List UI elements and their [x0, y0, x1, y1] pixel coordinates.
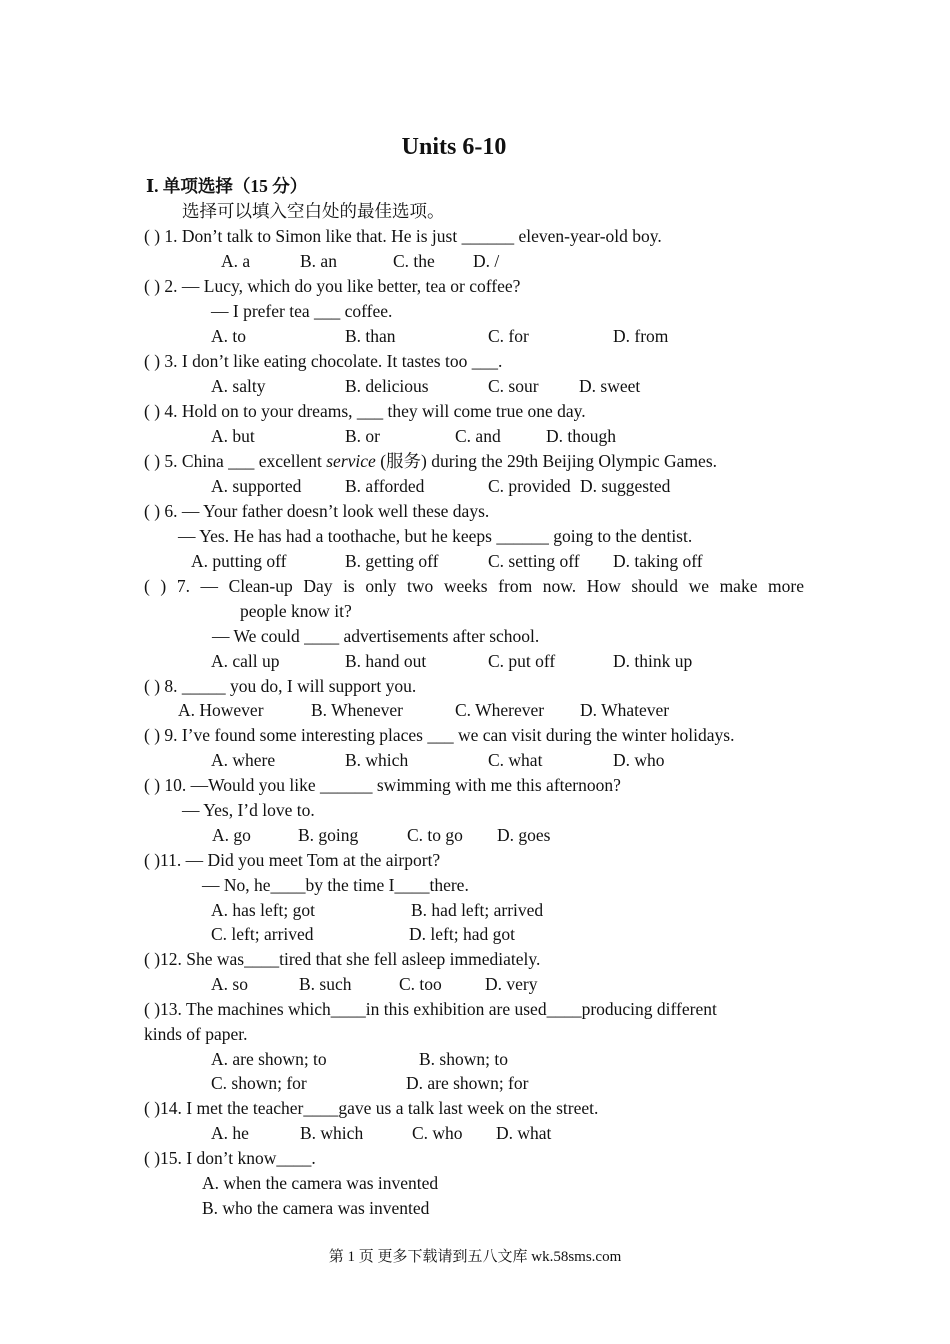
option-d: D. from	[613, 326, 669, 346]
option-c: C. who	[412, 1123, 463, 1143]
option-a: A. but	[211, 426, 255, 446]
option-d: D. /	[473, 251, 500, 271]
question-11-reply: — No, he____by the time I____there.	[202, 875, 469, 895]
question-8-stem: ( ) 8. _____ you do, I will support you.	[144, 676, 417, 696]
option-b: B. afforded	[345, 476, 425, 496]
option-c: C. provided	[488, 476, 571, 496]
question-15-option-b: B. who the camera was invented	[202, 1198, 430, 1218]
option-d: D. left; had got	[409, 924, 515, 944]
question-6-reply: — Yes. He has had a toothache, but he keeps ______ going to the dentist.	[178, 526, 693, 546]
option-b: B. or	[345, 426, 380, 446]
option-d: D. taking off	[613, 551, 703, 571]
option-b: B. an	[300, 251, 337, 271]
question-7-reply: — We could ____ advertisements after school.	[212, 626, 540, 646]
option-c: C. the	[393, 251, 435, 271]
question-14-stem: ( )14. I met the teacher____gave us a talk last week on the street.	[144, 1098, 599, 1118]
option-a: A. salty	[211, 376, 266, 396]
option-c: C. setting off	[488, 551, 580, 571]
option-c: C. and	[455, 426, 501, 446]
option-a: A. a	[221, 251, 251, 271]
option-d: D. what	[496, 1123, 552, 1143]
option-b: B. going	[298, 825, 359, 845]
option-a: A. call up	[211, 651, 280, 671]
question-13-stem: ( )13. The machines which____in this exhibition are used____producing different	[144, 999, 717, 1019]
option-c: C. put off	[488, 651, 556, 671]
option-c: C. left; arrived	[211, 924, 314, 944]
option-a: A. to	[211, 326, 246, 346]
option-a: A. are shown; to	[211, 1049, 327, 1069]
option-b: B. than	[345, 326, 396, 346]
question-7-stem: ( ) 7. — Clean-up Day is only two weeks from now. How should we make more	[144, 576, 804, 596]
question-5-stem	[144, 449, 717, 474]
option-c: C. what	[488, 750, 543, 770]
question-7-stem-cont: people know it?	[240, 601, 352, 621]
page-title: Units 6-10	[401, 134, 507, 160]
option-d: D. are shown; for	[406, 1073, 529, 1093]
option-c: C. too	[399, 974, 442, 994]
option-a: A. has left; got	[211, 900, 316, 920]
option-c: C. sour	[488, 376, 539, 396]
option-b: B. such	[299, 974, 352, 994]
option-a: A. supported	[211, 476, 302, 496]
page-footer: 第 1 页 更多下载请到五八文库 wk.58sms.com	[328, 1249, 622, 1265]
question-12-stem: ( )12. She was____tired that she fell asleep immediately.	[144, 949, 541, 969]
question-4-stem: ( ) 4. Hold on to your dreams, ___ they will come true one day.	[144, 401, 586, 421]
question-6-stem: ( ) 6. — Your father doesn’t look well these days.	[144, 501, 490, 521]
option-b: B. getting off	[345, 551, 439, 571]
option-b: B. hand out	[345, 651, 427, 671]
option-d: D. very	[485, 974, 538, 994]
question-5-stem-italic: service	[326, 451, 376, 471]
option-c: C. shown; for	[211, 1073, 307, 1093]
option-c: C. to go	[407, 825, 463, 845]
question-3-stem: ( ) 3. I don’t like eating chocolate. It tastes too ___.	[144, 351, 503, 371]
option-b: B. which	[300, 1123, 364, 1143]
section-instruction: 选择可以填入空白处的最佳选项。	[182, 201, 445, 221]
option-d: D. Whatever	[580, 700, 670, 720]
question-10-reply: — Yes, I’d love to.	[182, 800, 315, 820]
option-a: A. so	[211, 974, 248, 994]
option-a: A. putting off	[191, 551, 287, 571]
question-5-stem-post: (服务) during the 29th Beijing Olympic Games.	[375, 451, 718, 471]
question-11-stem: ( )11. — Did you meet Tom at the airport?	[144, 850, 441, 870]
option-c: C. for	[488, 326, 529, 346]
option-a: A. he	[211, 1123, 249, 1143]
question-1-stem: ( ) 1. Don’t talk to Simon like that. He is just ______ eleven-year-old boy.	[144, 226, 662, 246]
option-b: B. Whenever	[311, 700, 404, 720]
question-2-stem: ( ) 2. — Lucy, which do you like better, tea or coffee?	[144, 276, 521, 296]
question-15-option-a: A. when the camera was invented	[202, 1173, 439, 1193]
option-d: D. suggested	[580, 476, 671, 496]
question-13-stem-cont: kinds of paper.	[144, 1024, 248, 1044]
option-d: D. though	[546, 426, 616, 446]
question-9-stem: ( ) 9. I’ve found some interesting places ___ we can visit during the winter holidays.	[144, 725, 735, 745]
option-c: C. Wherever	[455, 700, 545, 720]
option-b: B. shown; to	[419, 1049, 508, 1069]
question-15-stem: ( )15. I don’t know____.	[144, 1148, 316, 1168]
option-b: B. had left; arrived	[411, 900, 544, 920]
question-10-stem: ( ) 10. —Would you like ______ swimming with me this afternoon?	[144, 775, 621, 795]
option-d: D. goes	[497, 825, 551, 845]
option-d: D. who	[613, 750, 665, 770]
option-d: D. sweet	[579, 376, 641, 396]
option-a: A. However	[178, 700, 264, 720]
option-b: B. delicious	[345, 376, 429, 396]
question-2-reply: — I prefer tea ___ coffee.	[211, 301, 393, 321]
section-heading: Ⅰ. 单项选择（15 分）	[146, 176, 308, 196]
option-a: A. go	[212, 825, 251, 845]
option-d: D. think up	[613, 651, 693, 671]
question-5-stem-pre: ( ) 5. China ___ excellent	[144, 451, 327, 471]
option-b: B. which	[345, 750, 409, 770]
option-a: A. where	[211, 750, 276, 770]
